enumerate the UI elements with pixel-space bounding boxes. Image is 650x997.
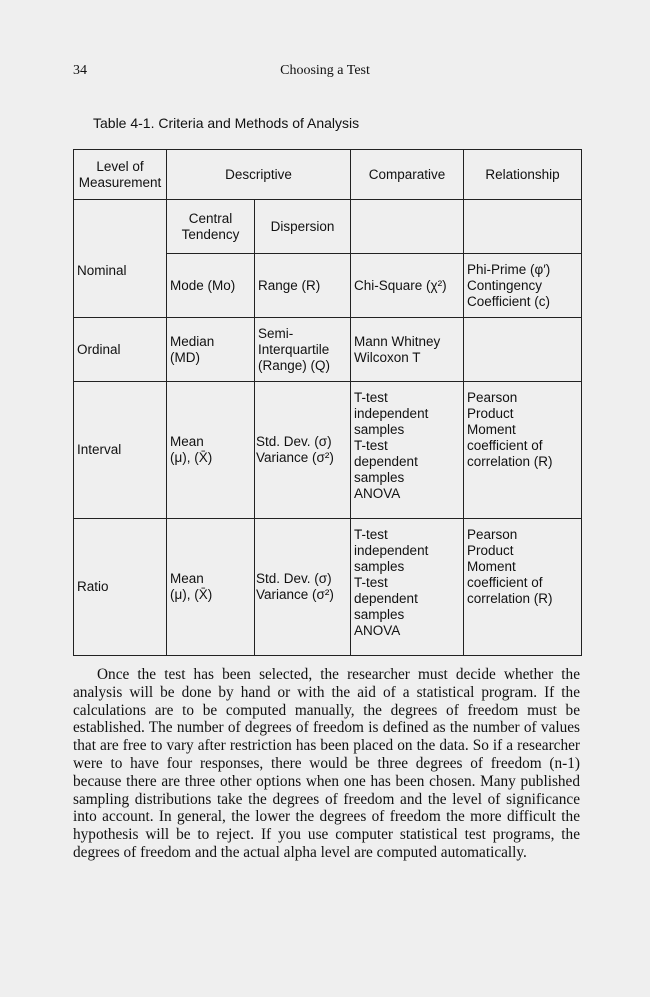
table-header-row xyxy=(74,150,582,200)
comparative-ordinal: Mann Whitney Wilcoxon T xyxy=(351,318,464,382)
central-ratio: Mean (μ), (X̄) xyxy=(167,519,255,656)
level-ordinal: Ordinal xyxy=(74,318,167,382)
relationship-interval: Pearson Product Moment coefficient of correlation (R) xyxy=(464,382,582,519)
subheader-dispersion: Dispersion xyxy=(255,200,351,254)
dispersion-nominal: Range (R) xyxy=(255,254,351,318)
central-nominal: Mode (Mo) xyxy=(167,254,255,318)
level-label: Nominal xyxy=(77,262,127,278)
header-comparative: Comparative xyxy=(351,150,464,200)
table-row-interval xyxy=(74,382,582,519)
subheader-central-tendency: Central Tendency xyxy=(167,200,255,254)
relationship-nominal: Phi-Prime (φ′) Contingency Coefficient (c) xyxy=(464,254,582,318)
level-nominal xyxy=(74,200,167,318)
relationship-ratio: Pearson Product Moment coefficient of correlation (R) xyxy=(464,519,582,656)
level-ratio: Ratio xyxy=(74,519,167,656)
criteria-table xyxy=(73,149,582,656)
relationship-ordinal xyxy=(464,318,582,382)
central-ordinal: Median (MD) xyxy=(167,318,255,382)
dispersion-interval: Std. Dev. (σ) Variance (σ²) xyxy=(255,382,351,519)
header-level: Level of Measurement xyxy=(74,150,167,200)
header-relationship: Relationship xyxy=(464,150,582,200)
central-interval: Mean (μ), (X̄) xyxy=(167,382,255,519)
table-caption: Table 4-1. Criteria and Methods of Analysis xyxy=(93,115,360,131)
body-paragraph: Once the test has been selected, the researcher must decide whether the analysis will be done by hand or with the aid of a statistical program. If the calculations are to be computed manually, the degrees of freedom must be established. The number of degrees of freedom is defined as the number of values that are free to vary after restriction has been placed on the data. So if a researcher were to have four responses, there would be three degrees of freedom (n-1) because there are three other options when one has been chosen. Many published sampling distributions take the degrees of freedom and the level of significance into account. In general, the lower the degrees of freedom the more difficult the hypothesis will be to reject. If you use computer statistical test programs, the degrees of freedom and the actual alpha level are computed automatically. xyxy=(73,666,580,861)
empty-cell xyxy=(464,200,582,254)
comparative-nominal: Chi-Square (χ²) xyxy=(351,254,464,318)
page-number: 34 xyxy=(73,63,87,78)
comparative-interval: T-test independent samples T-test dependent samples ANOVA xyxy=(351,382,464,519)
table-row-ordinal xyxy=(74,318,582,382)
table-subheader-row xyxy=(74,200,582,254)
table-row-ratio xyxy=(74,519,582,656)
comparative-ratio: T-test independent samples T-test dependent samples ANOVA xyxy=(351,519,464,656)
dispersion-ordinal: Semi- Interquartile (Range) (Q) xyxy=(255,318,351,382)
header-descriptive: Descriptive xyxy=(167,150,351,200)
dispersion-ratio: Std. Dev. (σ) Variance (σ²) xyxy=(255,519,351,656)
running-title: Choosing a Test xyxy=(280,63,370,78)
empty-cell xyxy=(351,200,464,254)
level-interval: Interval xyxy=(74,382,167,519)
